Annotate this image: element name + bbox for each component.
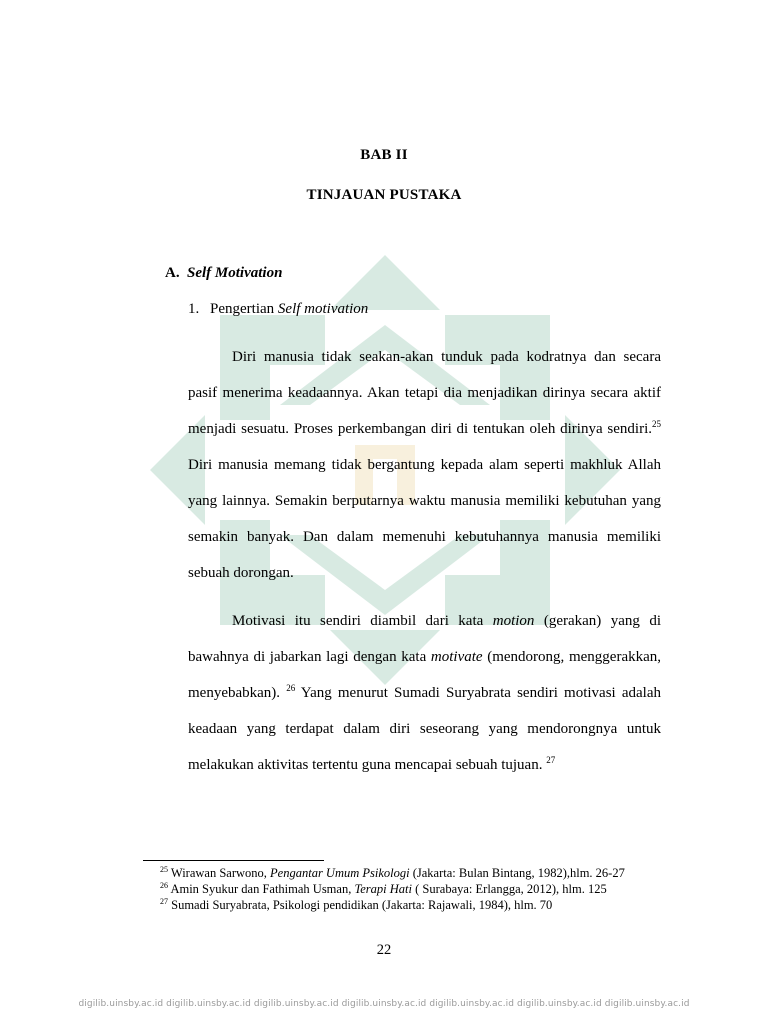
footnote-25 (160, 866, 625, 881)
footnote-26 (160, 882, 607, 897)
section-number: A. (165, 265, 180, 281)
footnote-publication: ( Surabaya: Erlangga, 2012), hlm. 125 (415, 882, 607, 896)
paragraph-1 (188, 339, 661, 591)
paragraph-2-part-3: (mendorong, menggerakkan, menyebabkan). (188, 649, 662, 701)
paragraph-2-part-1: Motivasi itu sendiri diambil dari kata (232, 613, 484, 629)
footnote-ref-26: 26 (286, 683, 296, 693)
chapter-title: TINJAUAN PUSTAKA (306, 187, 462, 203)
footnote-title: Terapi Hati (354, 882, 412, 896)
footnote-publication: (Jakarta: Bulan Bintang, 1982),hlm. 26-27 (412, 866, 625, 880)
subsection-label: Pengertian (210, 301, 275, 317)
section-a-heading (165, 265, 282, 282)
paragraph-1-continuation: Diri manusia memang tidak bergantung kepada alam seperti makhluk Allah yang lainnya. Semakin berputarnya waktu manusia memiliki kebutuhan yang semakin banyak. Dan dalam memenuhi kebutuhannya manusia memiliki sebuah dorongan. (188, 457, 661, 581)
subsection-heading (188, 301, 368, 318)
footnote-ref-25: 25 (652, 419, 661, 429)
footnote-number: 25 (160, 865, 168, 874)
section-title: Self Motivation (187, 265, 283, 281)
paragraph-2 (188, 603, 661, 783)
footnote-author: Wirawan Sarwono, (170, 866, 267, 880)
term-motion: motion (492, 613, 535, 629)
subsection-number: 1. (188, 301, 200, 317)
paragraph-2-part-2: (gerakan) yang di bawahnya di jabarkan lagi dengan kata (188, 613, 661, 665)
footnote-title: Pengantar Umum Psikologi (270, 866, 410, 880)
subsection-term: Self motivation (277, 301, 369, 317)
term-motivate: motivate (430, 649, 483, 665)
footnote-author: Amin Syukur dan Fathimah Usman, (170, 882, 352, 896)
footnote-ref-27: 27 (546, 755, 556, 765)
footnote-text: Sumadi Suryabrata, Psikologi pendidikan (Jakarta: Rajawali, 1984), hlm. 70 (171, 898, 553, 912)
footnote-number: 26 (160, 881, 168, 890)
paragraph-2-part-4: Yang menurut Sumadi Suryabrata sendiri motivasi adalah keadaan yang terdapat dalam diri seseorang yang mendorongnya untuk melakukan aktivitas tertentu guna mencapai sebuah tujuan. (188, 685, 661, 773)
footnote-separator (143, 860, 324, 861)
chapter-label: BAB II (360, 147, 408, 163)
footer-watermark-text: digilib.uinsby.ac.id digilib.uinsby.ac.id digilib.uinsby.ac.id digilib.uinsby.ac.id digilib.uinsby.ac.id digilib.uinsby.ac.id digilib.uinsby.ac.id (78, 999, 690, 1009)
footnote-27 (160, 898, 552, 913)
page-number: 22 (376, 942, 392, 958)
paragraph-1-text: Diri manusia tidak seakan-akan tunduk pada kodratnya dan secara pasif menerima keadaannya. Akan tetapi dia menjadikan dirinya secara aktif menjadi sesuatu. Proses perkembangan diri di tentukan oleh dirinya sendiri. (188, 349, 661, 437)
footnote-number: 27 (160, 897, 168, 906)
